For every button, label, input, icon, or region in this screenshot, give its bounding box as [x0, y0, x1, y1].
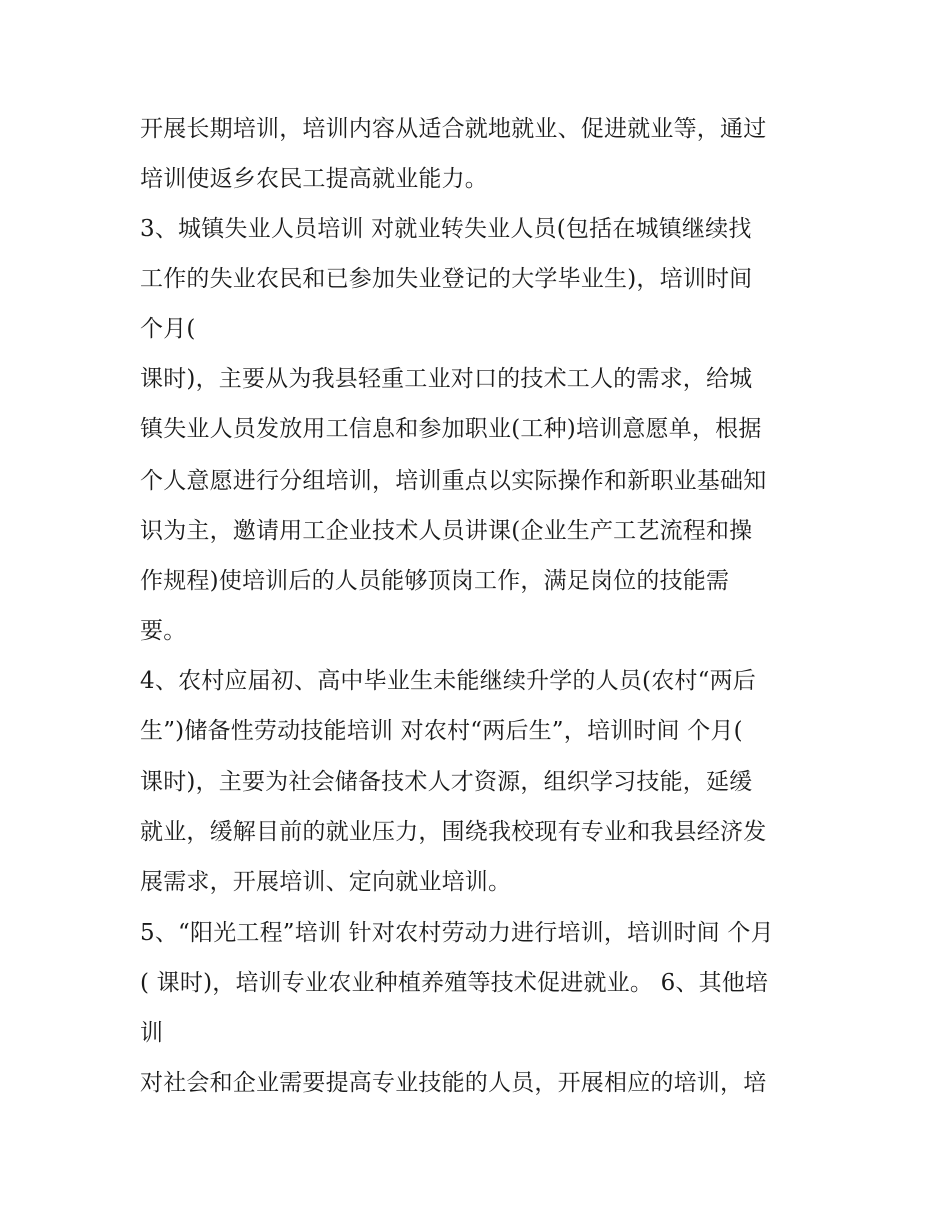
text-line: 开展长期培训，培训内容从适合就地就业、促进就业等，通过	[140, 116, 767, 142]
text-line: 要。	[140, 618, 187, 644]
text-line: 个月(	[140, 316, 196, 342]
text-line: 4、农村应届初、高中毕业生未能继续升学的人员(农村“两后	[140, 668, 756, 694]
text-line: ( 课时)，培训专业农业种植养殖等技术促进就业。 6、其他培	[140, 970, 769, 996]
text-line: 生”)储备性劳动技能培训 对农村“两后生”，培训时间 个月(	[140, 718, 743, 744]
text-line: 5、“阳光工程”培训 针对农村劳动力进行培训，培训时间 个月	[140, 920, 774, 946]
text-line: 课时)，主要从为我县轻重工业对口的技术工人的需求，给城	[140, 366, 753, 392]
text-line: 工作的失业农民和已参加失业登记的大学毕业生)，培训时间	[140, 266, 753, 292]
text-line: 训	[140, 1020, 164, 1046]
text-line: 就业，缓解目前的就业压力，围绕我校现有专业和我县经济发	[140, 819, 767, 845]
text-line: 作规程)使培训后的人员能够顶岗工作，满足岗位的技能需	[140, 568, 730, 594]
text-line: 镇失业人员发放用工信息和参加职业(工种)培训意愿单，根据	[140, 416, 762, 442]
text-line: 个人意愿进行分组培训，培训重点以实际操作和新职业基础知	[140, 468, 767, 494]
text-line: 培训使返乡农民工提高就业能力。	[140, 166, 488, 192]
text-line: 3、城镇失业人员培训 对就业转失业人员(包括在城镇继续找	[140, 216, 752, 242]
text-line: 识为主，邀请用工企业技术人员讲课(企业生产工艺流程和操	[140, 518, 753, 544]
text-line: 对社会和企业需要提高专业技能的人员，开展相应的培训，培	[140, 1070, 767, 1096]
text-line: 展需求，开展培训、定向就业培训。	[140, 869, 512, 895]
text-line: 课时)，主要为社会储备技术人才资源，组织学习技能，延缓	[140, 769, 753, 795]
